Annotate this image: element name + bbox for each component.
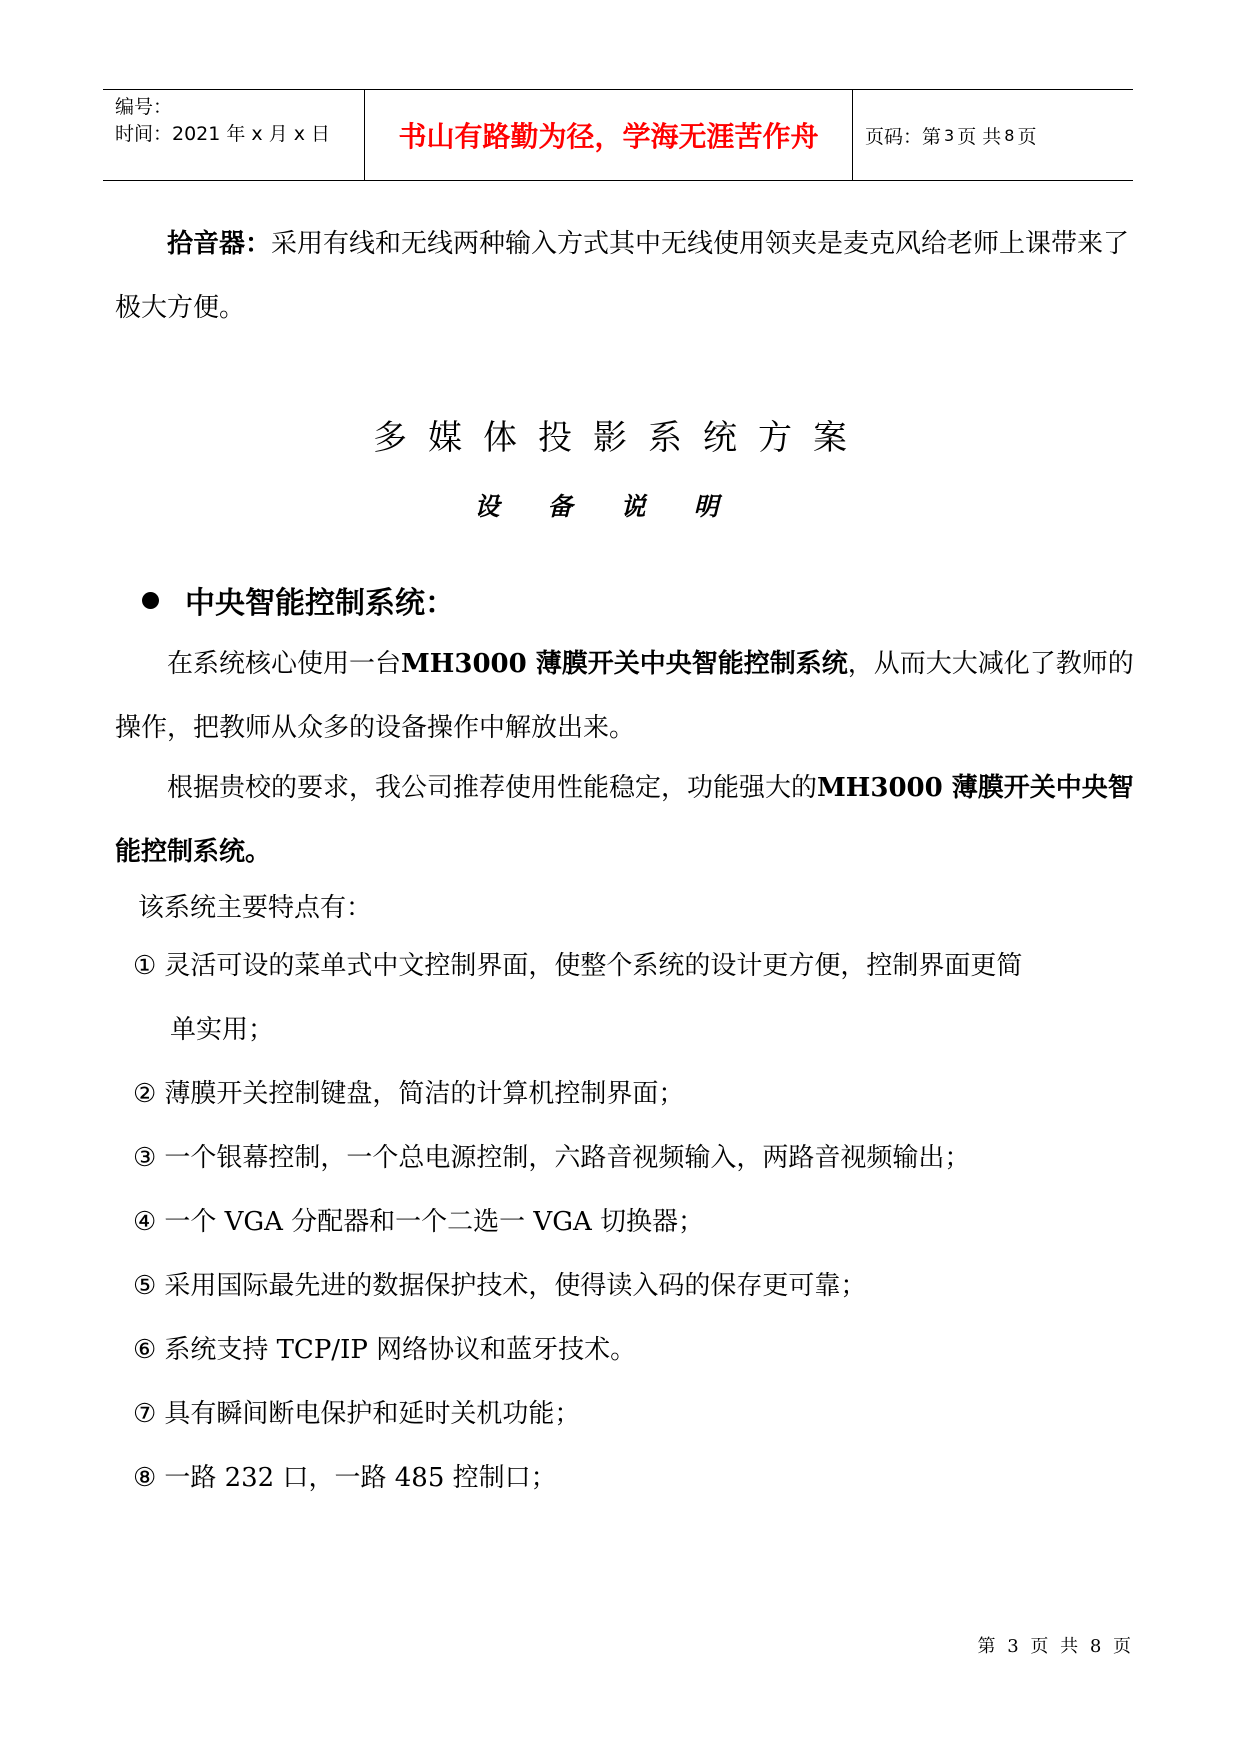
feature-item [133, 1138, 970, 1178]
page-header [103, 89, 1133, 181]
bullet-icon [142, 592, 159, 609]
para1-bold: MH3000 薄膜开关中央智能控制系统 [401, 649, 848, 679]
page-current: 3 [944, 125, 955, 145]
document-title: 多媒体投影系统方案 [373, 418, 868, 458]
para2-bold: MH3000 薄膜开关中央智能控制系统。 [115, 773, 1134, 867]
page-total: 8 [1004, 125, 1015, 145]
section-heading-text: 中央智能控制系统： [185, 586, 455, 621]
feature-text: 采用国际最先进的数据保护技术，使得读入码的保存更可靠； [164, 1271, 867, 1301]
page-suffix: 页 [1017, 125, 1037, 148]
feature-item [133, 946, 1022, 986]
paragraph-1 [115, 632, 1135, 760]
feature-text: 系统支持 TCP/IP 网络协议和蓝牙技术。 [164, 1335, 637, 1365]
section-heading [142, 578, 455, 622]
page-mid: 页 共 [957, 125, 1002, 148]
feature-text: 薄膜开关控制键盘，简洁的计算机控制界面； [164, 1079, 685, 1109]
feature-number: ③ [133, 1143, 157, 1173]
feature-number: ① [133, 951, 157, 981]
features-intro: 该系统主要特点有： [138, 893, 373, 923]
intro-term: 拾音器： [167, 229, 272, 259]
page-footer: 第 3 页 共 8 页 [977, 1636, 1131, 1657]
feature-item [133, 1202, 704, 1242]
intro-text: 采用有线和无线两种输入方式其中无线使用领夹是麦克风给老师上课带来了极大方便。 [115, 229, 1130, 323]
feature-number: ⑦ [133, 1399, 157, 1429]
header-meta [103, 90, 365, 180]
header-motto: 书山有路勤为径，学海无涯苦作舟 [365, 90, 853, 180]
feature-continuation: 单实用； [170, 1015, 275, 1045]
feature-item [133, 1394, 580, 1434]
feature-item [133, 1074, 684, 1114]
para1-post: ，从而大大减化了教师的操作，把教师从众多的设备操作中解放出来。 [115, 649, 1134, 743]
feature-text: 一路 232 口，一路 485 控制口； [164, 1463, 557, 1493]
feature-item [133, 1458, 557, 1498]
feature-item [133, 1330, 636, 1370]
document-subtitle: 设备说明 [474, 492, 767, 521]
number-label: 编号： [115, 96, 173, 118]
para2-pre: 根据贵校的要求，我公司推荐使用性能稳定，功能强大的 [167, 773, 818, 803]
feature-text: 一个银幕控制，一个总电源控制，六路音视频输入，两路音视频输出； [164, 1143, 971, 1173]
feature-number: ② [133, 1079, 157, 1109]
intro-paragraph [115, 212, 1135, 340]
feature-item [133, 1266, 866, 1306]
feature-text: 灵活可设的菜单式中文控制界面，使整个系统的设计更方便，控制界面更简 [164, 951, 1023, 981]
paragraph-2 [115, 756, 1135, 884]
feature-number: ④ [133, 1207, 157, 1237]
feature-number: ⑧ [133, 1463, 157, 1493]
header-page-number [853, 90, 1133, 180]
page-prefix: 页码：第 [865, 125, 942, 148]
feature-number: ⑤ [133, 1271, 157, 1301]
feature-text: 具有瞬间断电保护和延时关机功能； [164, 1399, 581, 1429]
feature-number: ⑥ [133, 1335, 157, 1365]
time-label: 时间：2021 年 x 月 x 日 [115, 123, 331, 145]
para1-pre: 在系统核心使用一台 [167, 649, 402, 679]
feature-text: 一个 VGA 分配器和一个二选一 VGA 切换器； [164, 1207, 705, 1237]
